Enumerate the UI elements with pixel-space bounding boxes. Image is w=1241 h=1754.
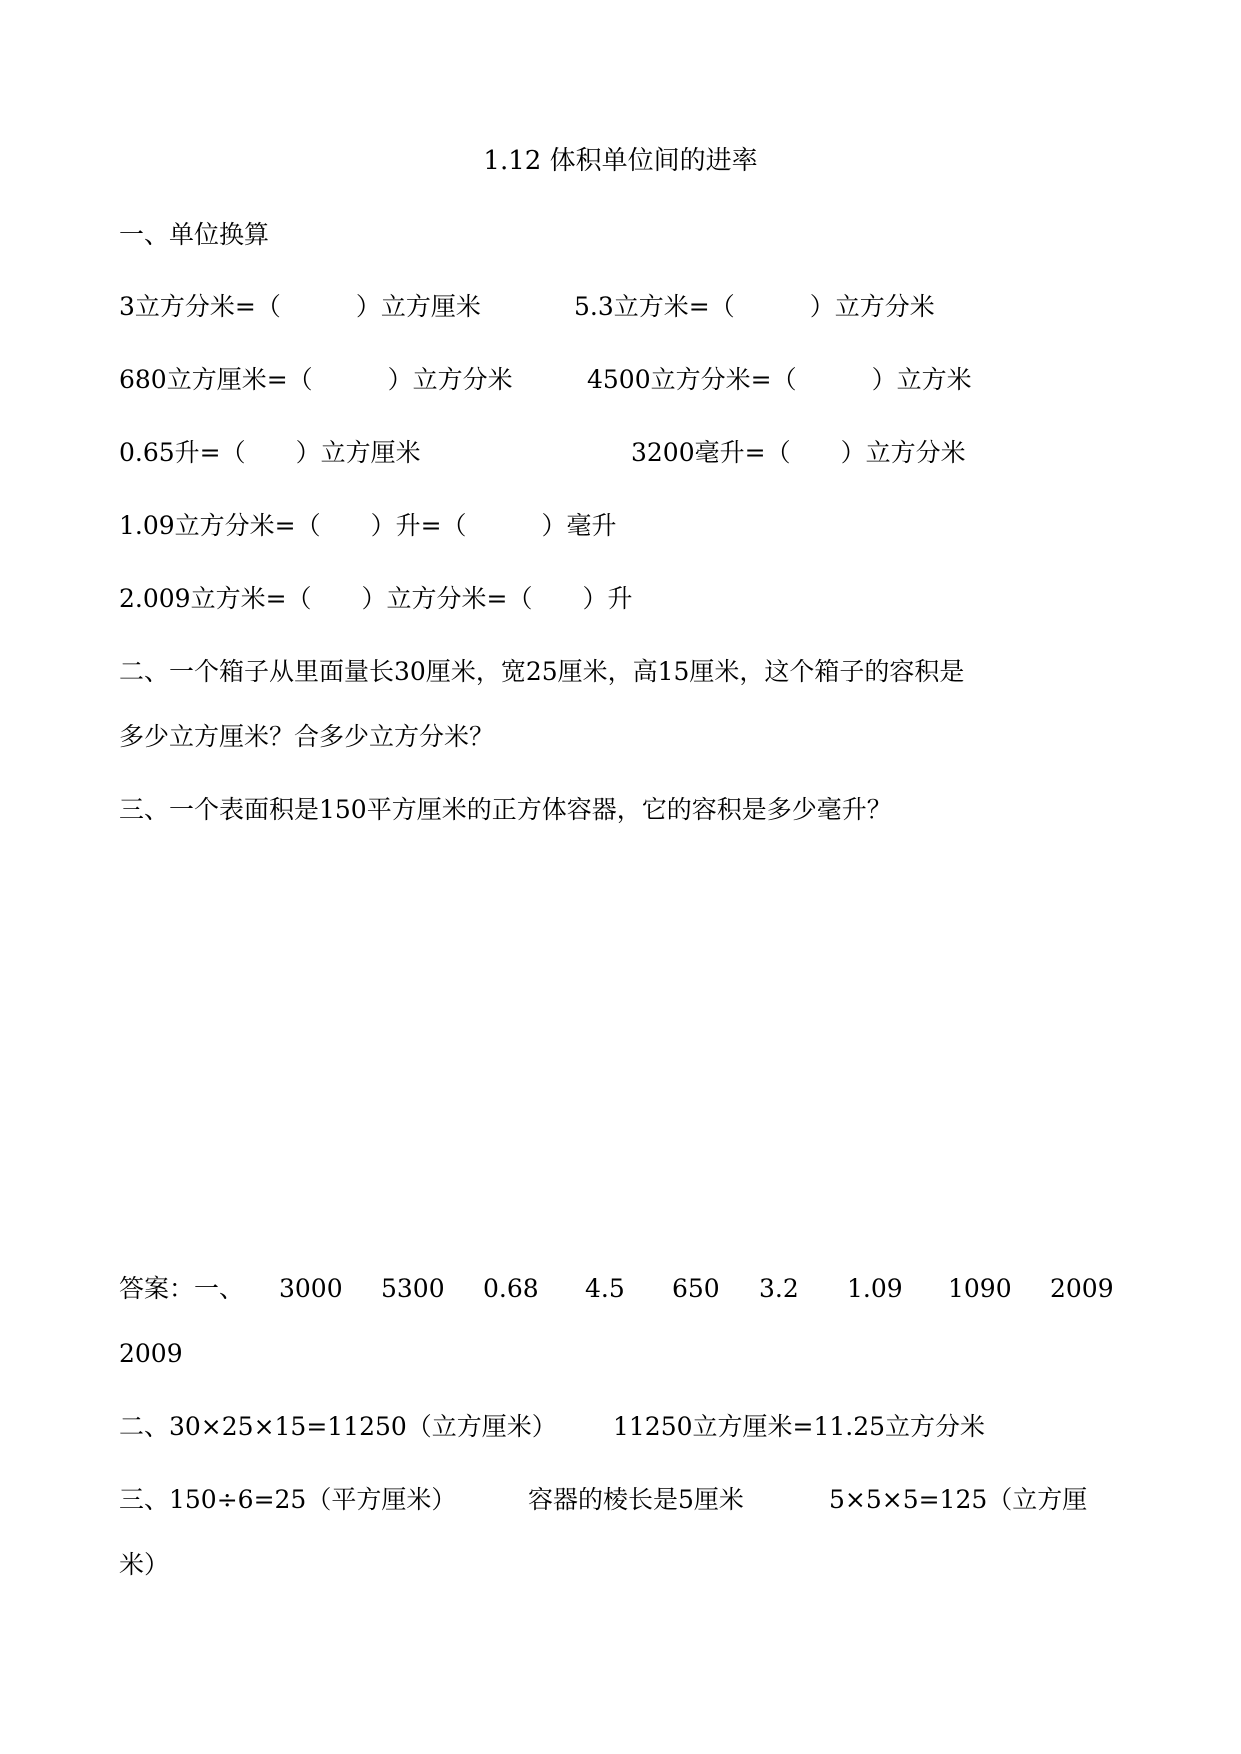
answers-row-1 — [119, 1272, 1119, 1306]
answers-row-3 — [119, 1483, 1119, 1517]
answer-3-part-2: 容器的棱长是5厘米 — [528, 1485, 744, 1514]
answer-3-part-1: 三、150÷6=25（平方厘米） — [119, 1485, 457, 1514]
answer-value: 3.2 — [759, 1274, 799, 1303]
answer-value: 5300 — [381, 1274, 445, 1303]
question-3-line-1: 三、一个表面积是150平方厘米的正方体容器，它的容积是多少毫升？ — [119, 795, 892, 824]
conversion-row-5: 2.009立方米=（ ）立方分米=（ ）升 — [119, 584, 633, 613]
page-title: 1.12 体积单位间的进率 — [483, 146, 758, 176]
conversion-row-4: 1.09立方分米=（ ）升=（ ）毫升 — [119, 511, 617, 540]
answer-value: 4.5 — [585, 1274, 625, 1303]
answer-value: 0.68 — [483, 1274, 539, 1303]
answer-value: 1.09 — [847, 1274, 903, 1303]
conversion-item: 5.3立方米=（ ）立方分米 — [574, 292, 935, 321]
conversion-row-2 — [119, 363, 1119, 397]
conversion-item: 680立方厘米=（ ）立方分米 — [119, 365, 513, 394]
answers-row-2 — [119, 1410, 1119, 1444]
answer-value: 650 — [672, 1274, 720, 1303]
question-2-line-1: 二、一个箱子从里面量长30厘米，宽25厘米，高15厘米，这个箱子的容积是 — [119, 657, 965, 686]
conversion-row-1 — [119, 290, 1119, 324]
answer-3-part-4: 米） — [119, 1550, 170, 1579]
conversion-item: 3200毫升=（ ）立方分米 — [631, 438, 966, 467]
conversion-row-3 — [119, 436, 1119, 470]
answer-value: 3000 — [279, 1274, 343, 1303]
question-2-line-2: 多少立方厘米？合多少立方分米？ — [119, 722, 495, 751]
answers-label: 答案：一、 — [119, 1274, 245, 1303]
conversion-item: 4500立方分米=（ ）立方米 — [587, 365, 972, 394]
answer-value: 2009 — [1050, 1274, 1114, 1303]
conversion-item: 0.65升=（ ）立方厘米 — [119, 438, 421, 467]
answer-value: 1090 — [948, 1274, 1012, 1303]
answer-3-part-3: 5×5×5=125（立方厘 — [829, 1485, 1088, 1514]
conversion-item: 3立方分米=（ ）立方厘米 — [119, 292, 481, 321]
answer-value: 2009 — [119, 1339, 183, 1368]
section1-heading: 一、单位换算 — [119, 220, 270, 249]
answer-2-part-2: 11250立方厘米=11.25立方分米 — [613, 1412, 986, 1441]
answer-2-part-1: 二、30×25×15=11250（立方厘米） — [119, 1412, 557, 1441]
